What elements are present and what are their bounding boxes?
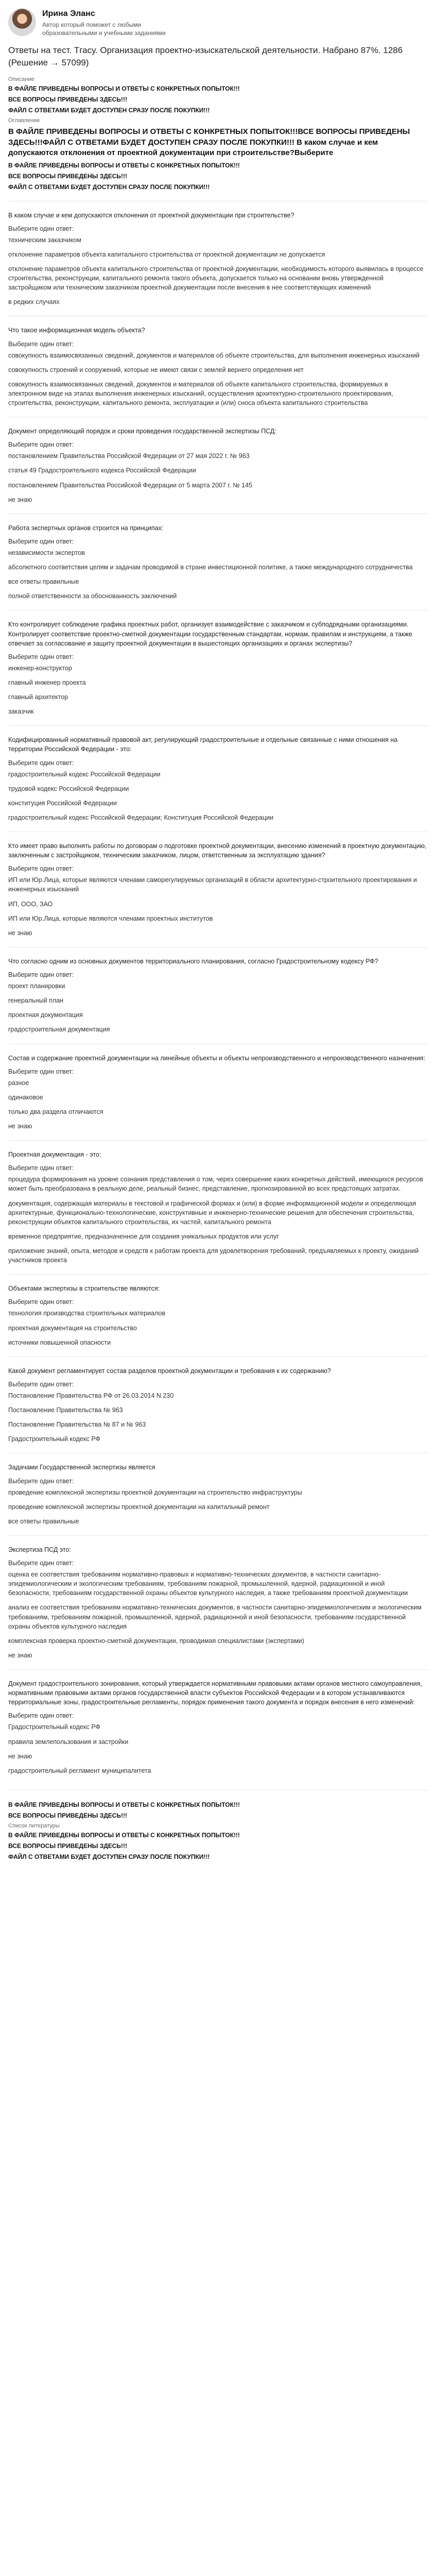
answer-option: градостроительный кодекс Российской Федерации; Конституция Российской Федерации — [8, 814, 274, 821]
answer-option: приложение знаний, опыта, методов и средств к работам проекта для удовлетворения требований, предъявляемых к проекту, ожиданий участников проекта — [8, 1247, 419, 1264]
question-block — [8, 316, 428, 408]
promo-line: ВСЕ ВОПРОСЫ ПРИВЕДЕНЫ ЗДЕСЬ!!! — [8, 95, 128, 103]
question-text: Кто имеет право выполнять работы по договорам о подготовке проектной документации, внесению изменений в проектную документацию, заключенным с застройщиком, техническим заказчиком, лицом, ответственным за эксплуатацию здания? — [8, 842, 427, 859]
question-block — [8, 417, 428, 504]
question-block — [8, 832, 428, 938]
answer-option: градостроительный кодекс Российской Федерации — [8, 770, 161, 778]
promo-line: ВСЕ ВОПРОСЫ ПРИВЕДЕНЫ ЗДЕСЬ!!! — [8, 1842, 128, 1850]
answer-option: градостроительный регламент муниципалитета — [8, 1767, 151, 1774]
question-block — [8, 1140, 428, 1265]
answer-option: ИП, ООО, ЗАО — [8, 900, 53, 908]
question-block — [8, 610, 428, 716]
question-text: Экспертиза ПСД это: — [8, 1546, 71, 1553]
answer-option: не знаю — [8, 496, 32, 503]
question-block — [8, 201, 428, 307]
answer-option: все ответы правильные — [8, 1517, 79, 1525]
author-name[interactable]: Ирина Эланс — [42, 9, 95, 18]
page-title: Ответы на тест. Тгасу. Организация проектно-изыскательской деятельности. Набрано 87%. 1286 (Решение → 57099) — [8, 45, 403, 68]
answer-option: оценка ее соответствия требованиям нормативно-правовых и нормативно-технических документов, в частности санитарно-эпидемиологическим и экологическим требованиям, требованиям пожарной, промышленной, ядерной, радиационной и иной безопасности, требованиям государственной охраны объектов культурного наследия, а также требованиям проектной документации — [8, 1571, 408, 1597]
choose-label: Выберите один ответ: — [8, 1298, 74, 1306]
answer-option: правила землепользования и застройки — [8, 1738, 129, 1745]
answer-option: одинаковое — [8, 1093, 43, 1101]
question-block — [8, 1357, 428, 1444]
answer-option: трудовой кодекс Российской Федерации — [8, 785, 129, 792]
question-text: Состав и содержание проектной документации на линейные объекты и объекты непроизводственного и непроизводственного назначения: — [8, 1054, 426, 1062]
question-text: Документ градостроительного зонирования, который утверждается нормативными правовыми актами органов местного самоуправления, нормативными правовыми актами органов государственной власти субъектов Российской Федерации и в котором устанавливаются территориальные зоны, градостроительные регламенты, порядок применения такого документа и порядок внесения в него изменений: — [8, 1680, 422, 1706]
answer-option: абсолютного соответствия целям и задачам проводимой в стране инвестиционной политике, а также международного сотрудничества — [8, 564, 413, 571]
answer-option: постановлением Правительства Российской Федерации от 27 мая 2022 г. № 963 — [8, 452, 250, 460]
answer-option: комплексная проверка проектно-сметной документации, проводимая специалистами (экспертами) — [8, 1637, 304, 1645]
question-text: Что такое информационная модель объекта? — [8, 327, 145, 334]
choose-label: Выберите один ответ: — [8, 1067, 74, 1075]
answer-option: источники повышенной опасности — [8, 1338, 111, 1346]
answer-option: независимости экспертов — [8, 549, 85, 556]
answer-option: Постановление Правительства № 963 — [8, 1406, 123, 1414]
answer-option: Постановление Правительства РФ от 26.03.2014 N 230 — [8, 1392, 174, 1399]
answer-option: постановлением Правительства Российской Федерации от 5 марта 2007 г. № 145 — [8, 481, 253, 489]
answer-option: процедура формирования на уровне сознания представления о том, через совершение каких конкретных действий, имеющихся ресурсов может быть преобразована в реальную деле, реальный бизнес, представление, прогнозированной во всех предстоящих затратах. — [8, 1176, 424, 1193]
answer-option: все ответы правильные — [8, 578, 79, 586]
promo-line: ВСЕ ВОПРОСЫ ПРИВЕДЕНЫ ЗДЕСЬ!!! — [8, 1811, 128, 1819]
question-block — [8, 725, 428, 822]
answer-option: ИП или Юр.Лица, которые являются членами саморегулируемых организаций в области архитектурно-строительного проектирования и инженерных изысканий — [8, 876, 417, 893]
toc-summary: В ФАЙЛЕ ПРИВЕДЕНЫ ВОПРОСЫ И ОТВЕТЫ С КОНКРЕТНЫХ ПОПЫТОК!!!ВСЕ ВОПРОСЫ ПРИВЕДЕНЫ ЗДЕСЬ!!!ФАЙЛ С ОТВЕТАМИ БУДЕТ ДОСТУПЕН СРАЗУ ПОСЛЕ ПОКУПКИ!!! В каком случае и кем допускаются отклонения от проектной документации при строительстве?Выберите — [8, 127, 410, 157]
author-block — [8, 8, 428, 37]
literature-label: Список литературы — [8, 1823, 60, 1829]
answer-option: документация, содержащая материалы в текстовой и графической формах и (или) в форме информационной модели и определяющая архитектурные, функционально-технологические, конструктивные и инженерно-технические решения для обеспечения строительства, реконструкции объектов капитального строительства, их частей, капитального ремонта — [8, 1199, 416, 1226]
answer-option: проектная документация — [8, 1011, 83, 1019]
answer-option: градостроительная документация — [8, 1026, 110, 1033]
choose-label: Выберите один ответ: — [8, 865, 74, 873]
question-block — [8, 1044, 428, 1131]
choose-label: Выберите один ответ: — [8, 971, 74, 978]
answer-option: анализ ее соответствия требованиям нормативно-технических документов, в частности санитарно-эпидемиологическим и экологическим требованиям, требованиям пожарной, промышленной, ядерной, радиационной и иной безопасности, требованиям государственной охраны объектов культурного наследия — [8, 1604, 422, 1630]
choose-label: Выберите один ответ: — [8, 759, 74, 767]
answer-option: не знаю — [8, 1752, 32, 1760]
question-text: Проектная документация - это: — [8, 1151, 101, 1159]
choose-label: Выберите один ответ: — [8, 1477, 74, 1485]
answer-option: генеральный план — [8, 997, 64, 1005]
question-block — [8, 947, 428, 1035]
promo-line: В ФАЙЛЕ ПРИВЕДЕНЫ ВОПРОСЫ И ОТВЕТЫ С КОНКРЕТНЫХ ПОПЫТОК!!! — [8, 84, 240, 92]
choose-label: Выберите один ответ: — [8, 1560, 74, 1567]
footer-block — [8, 1790, 428, 1861]
answer-option: конституция Российской Федерации — [8, 799, 117, 807]
answer-option: не знаю — [8, 1123, 32, 1130]
answer-option: проведение комплексной экспертизы проектной документации на капитальный ремонт — [8, 1503, 270, 1511]
answer-option: отклонение параметров объекта капитального строительства от проектной документации не допускается — [8, 250, 325, 258]
answer-option: Градостроительный кодекс РФ — [8, 1723, 100, 1731]
answer-option: проектная документация на строительство — [8, 1324, 137, 1332]
question-text: Задачами Государственной экспертизы является — [8, 1464, 155, 1471]
answer-option: технология производства строительных материалов — [8, 1310, 166, 1317]
answer-option: проведение комплексной экспертизы проектной документации на строительство инфраструктуры — [8, 1488, 302, 1496]
question-block — [8, 1453, 428, 1526]
author-description: Автор который поможет с любыми образовательными и учебными заданиями — [42, 21, 166, 37]
answer-option: временное предприятие, предназначенное для создания уникальных продуктов или услуг — [8, 1232, 279, 1240]
answer-option: только два раздела отличаются — [8, 1108, 103, 1115]
answer-option: полной ответственности за обоснованность заключений — [8, 592, 177, 600]
promo-line: ВСЕ ВОПРОСЫ ПРИВЕДЕНЫ ЗДЕСЬ!!! — [8, 172, 128, 180]
description-label: Описание — [8, 76, 34, 82]
choose-label: Выберите один ответ: — [8, 1380, 74, 1388]
choose-label: Выберите один ответ: — [8, 441, 74, 449]
question-block — [8, 1274, 428, 1347]
choose-label: Выберите один ответ: — [8, 537, 74, 545]
question-block — [8, 514, 428, 601]
choose-label: Выберите один ответ: — [8, 340, 74, 348]
question-block — [8, 1535, 428, 1660]
choose-label: Выберите один ответ: — [8, 1712, 74, 1720]
question-block — [8, 1669, 428, 1775]
question-text: Документ определяющий порядок и сроки проведения государственной экспертизы ПСД: — [8, 428, 276, 435]
answer-option: Постановление Правительства № 87 и № 963 — [8, 1421, 146, 1429]
answer-option: инженер-конструктор — [8, 664, 72, 672]
promo-line: ФАЙЛ С ОТВЕТАМИ БУДЕТ ДОСТУПЕН СРАЗУ ПОСЛЕ ПОКУПКИ!!! — [8, 183, 210, 191]
promo-line: ФАЙЛ С ОТВЕТАМИ БУДЕТ ДОСТУПЕН СРАЗУ ПОСЛЕ ПОКУПКИ!!! — [8, 1853, 210, 1861]
answer-option: разное — [8, 1079, 29, 1087]
answer-option: ИП или Юр.Лица, которые являются членами проектных институтов — [8, 914, 213, 922]
answer-option: статья 49 Градостроительного кодекса Российской Федерации — [8, 467, 196, 474]
promo-line: В ФАЙЛЕ ПРИВЕДЕНЫ ВОПРОСЫ И ОТВЕТЫ С КОНКРЕТНЫХ ПОПЫТОК!!! — [8, 1832, 240, 1839]
answer-option: отклонение параметров объекта капитального строительства от проектной документации, необходимость которого выявилась в процессе строительства, реконструкции, капитального ремонта такого объекта, допускается только на основании вновь утвержденной застройщиком или техническим заказчиком проектной документации после внесения в нее соответствующих изменений — [8, 265, 424, 292]
answer-option: не знаю — [8, 1651, 32, 1659]
question-text: Объектами экспертизы в строительстве являются: — [8, 1285, 160, 1293]
author-avatar[interactable] — [8, 8, 36, 36]
answer-option: главный инженер проекта — [8, 679, 86, 686]
choose-label: Выберите один ответ: — [8, 1164, 74, 1172]
toc-label: Оглавление — [8, 117, 40, 124]
answer-option: совокупность взаимосвязанных сведений, документов и материалов об объекте капитального строительства, формируемых в электронном виде на этапах выполнения инженерных изысканий, осуществления архитектурно-строительного проектирования, строительства, реконструкции, капитального ремонта, эксплуатации и (или) сноса объекта капитального строительства — [8, 380, 393, 406]
answer-option: заказчик — [8, 708, 34, 716]
answer-option: проект планировки — [8, 982, 65, 990]
answer-option: не знаю — [8, 929, 32, 937]
answer-option: в редких случаях — [8, 298, 60, 306]
question-text: Кто контролирует соблюдение графика проектных работ, организует взаимодействие с заказчиком и субподрядными организациями. Контролирует соответствие проектно-сметной документации государственным стандартам, нормам, правилам и инструкциям, а также отвечает за согласование и защиту проектной документации в вышестоящих организациях и органах экспертизы? — [8, 621, 412, 647]
question-text: Работа экспертных органов строится на принципах: — [8, 524, 164, 532]
question-text: Кодифицированный нормативный правовой акт, регулирующий градостроительные и отдельные связанные с ними отношения на территории Российской Федерации - это: — [8, 736, 398, 753]
question-text: Какой документ регламентирует состав разделов проектной документации и требования к их содержанию? — [8, 1367, 331, 1375]
promo-line: ФАЙЛ С ОТВЕТАМИ БУДЕТ ДОСТУПЕН СРАЗУ ПОСЛЕ ПОКУПКИ!!! — [8, 106, 210, 114]
answer-option: техническим заказчиком — [8, 236, 81, 244]
answer-option: совокупность строений и сооружений, которые не имеют связи с землей вернего определения нет — [8, 366, 304, 374]
question-text: В каком случае и кем допускаются отклонения от проектной документации при строительстве? — [8, 211, 294, 219]
question-text: Что согласно одним из основных документов территориального планирования, согласно Градостроительному кодексу РФ? — [8, 957, 378, 965]
answer-option: главный архитектор — [8, 693, 68, 701]
promo-line: В ФАЙЛЕ ПРИВЕДЕНЫ ВОПРОСЫ И ОТВЕТЫ С КОНКРЕТНЫХ ПОПЫТОК!!! — [8, 162, 240, 170]
questions-list — [8, 201, 428, 1775]
answer-option: Градостроительный кодекс РФ — [8, 1435, 100, 1443]
author-info — [42, 8, 176, 37]
choose-label: Выберите один ответ: — [8, 653, 74, 660]
promo-line: В ФАЙЛЕ ПРИВЕДЕНЫ ВОПРОСЫ И ОТВЕТЫ С КОНКРЕТНЫХ ПОПЫТОК!!! — [8, 1801, 240, 1808]
choose-label: Выберите один ответ: — [8, 225, 74, 232]
answer-option: совокупность взаимосвязанных сведений, документов и материалов об объекте строительства, для выполнения инженерных изысканий — [8, 351, 420, 359]
